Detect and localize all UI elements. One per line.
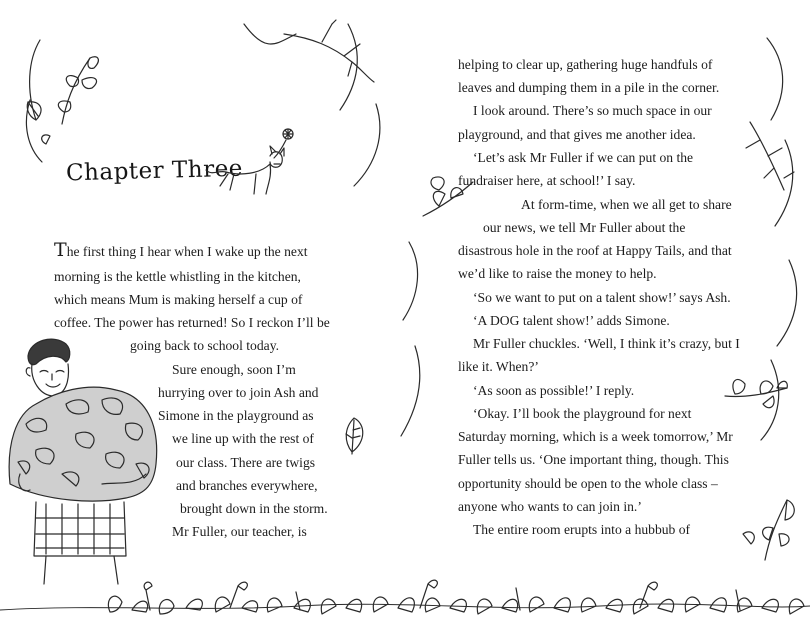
- text-line: The entire room erupts into a hubbub of: [473, 522, 691, 537]
- right-page: [405, 0, 810, 622]
- text-line: Sure enough, soon I’m: [172, 362, 296, 377]
- falling-leaf-icon: [22, 96, 52, 126]
- text-line: disastrous hole in the roof at Happy Tails, and that: [458, 243, 732, 258]
- text-line: I look around. There’s so much space in our: [473, 103, 712, 118]
- text-line: opportunity should be open to the whole class –: [458, 476, 718, 491]
- text-line: leaves and dumping them in a pile in the corner.: [458, 80, 720, 95]
- text-line: morning is the kettle whistling in the kitchen,: [54, 269, 301, 284]
- text-line: our class. There are twigs: [176, 455, 316, 470]
- text-line: coffee. The power has returned! So I reckon I’ll be: [54, 315, 330, 330]
- falling-leaf-icon: [340, 414, 370, 458]
- text-line: like it. When?’: [458, 359, 539, 374]
- text-line: ‘As soon as possible!’ I reply.: [473, 383, 635, 398]
- text-line: The first thing I hear when I wake up the next: [54, 239, 308, 261]
- text-line: Simone in the playground as: [158, 408, 314, 423]
- drop-cap: T: [54, 239, 67, 261]
- text-line: At form-time, when we all get to share: [521, 197, 732, 212]
- branch-icon: [740, 118, 800, 198]
- text-line: ‘A DOG talent show!’ adds Simone.: [473, 313, 670, 328]
- dog-with-flower-illustration: [200, 124, 310, 204]
- man-holding-leaves-illustration: [6, 334, 170, 584]
- text-line: we line up with the rest of: [172, 431, 314, 446]
- text-line: hurrying over to join Ash and: [158, 385, 319, 400]
- falling-leaves-border-illustration: [0, 550, 810, 622]
- leaf-twig-icon: [721, 366, 791, 416]
- text-line: helping to clear up, gathering huge handfuls of: [458, 57, 713, 72]
- text-line: which means Mum is making herself a cup of: [54, 292, 303, 307]
- text-line: Mr Fuller, our teacher, is: [172, 524, 307, 539]
- text-line: going back to school today.: [130, 338, 279, 353]
- wind-swirl-decoration: [389, 236, 429, 456]
- text-line: playground, and that gives me another idea.: [458, 127, 696, 142]
- text-line: Saturday morning, which is a week tomorrow,’ Mr: [458, 429, 733, 444]
- text-line: we’d like to raise the money to help.: [458, 266, 657, 281]
- text-line: brought down in the storm.: [180, 501, 328, 516]
- text-line: ‘Let’s ask Mr Fuller if we can put on the: [473, 150, 694, 165]
- text-line: fundraiser here, at school!’ I say.: [458, 173, 636, 188]
- text-line: ‘So we want to put on a talent show!’ says Ash.: [473, 290, 731, 305]
- text-line: and branches everywhere,: [176, 478, 318, 493]
- chapter-title: Chapter Three: [65, 155, 244, 187]
- text-line: Fuller tells us. ‘One important thing, though. This: [458, 452, 729, 467]
- text-line: ‘Okay. I’ll book the playground for next: [473, 406, 692, 421]
- text-line: our news, we tell Mr Fuller about the: [483, 220, 686, 235]
- branch-icon: [282, 16, 382, 86]
- text-line: anyone who wants to can join in.’: [458, 499, 642, 514]
- text-line: Mr Fuller chuckles. ‘Well, I think it’s crazy, but I: [473, 336, 740, 351]
